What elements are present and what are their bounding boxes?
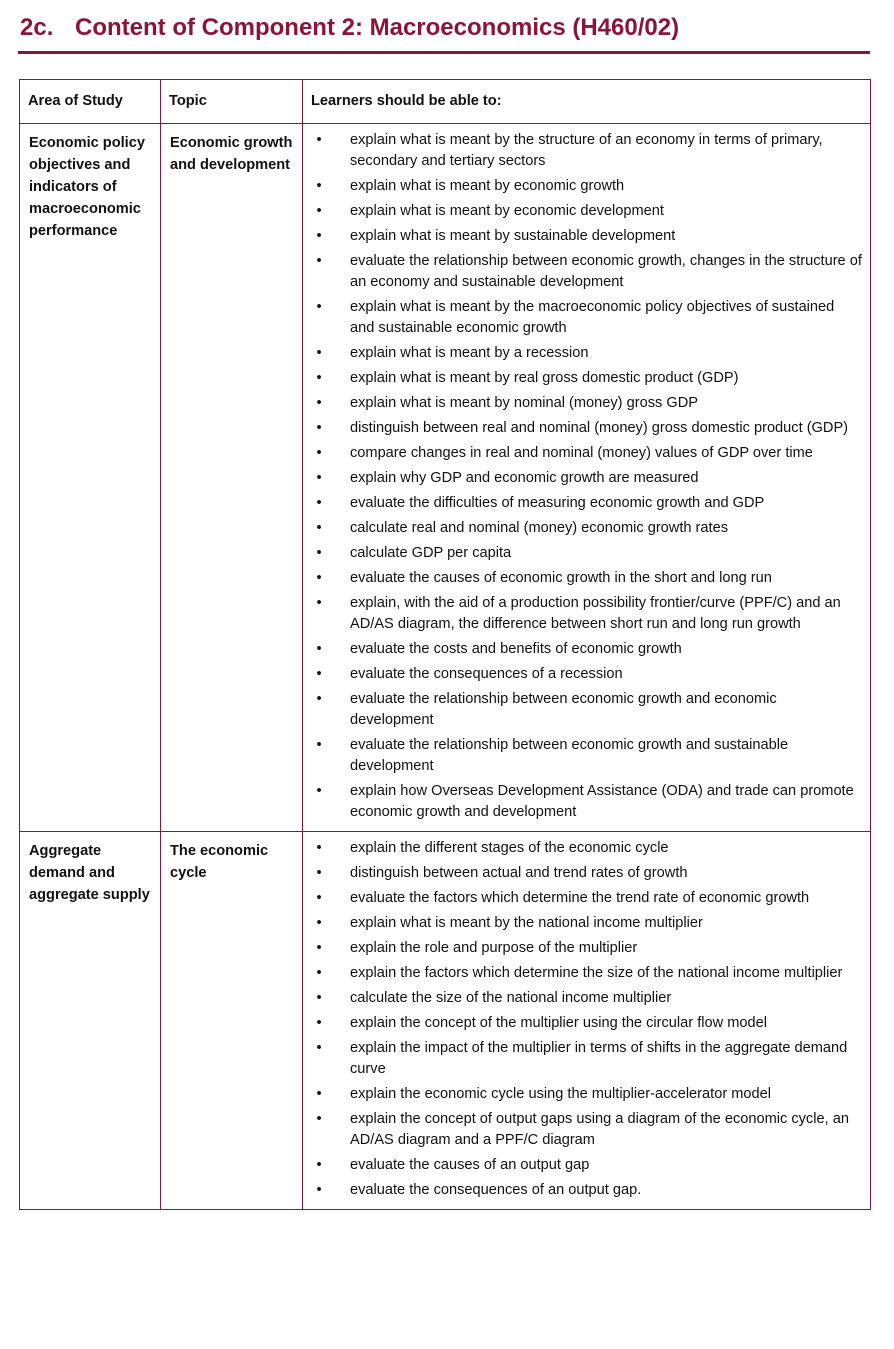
list-item xyxy=(313,838,862,859)
bullet-icon: • xyxy=(316,178,322,194)
bullet-icon: • xyxy=(316,228,322,244)
learning-point-text: explain what is meant by economic development xyxy=(350,203,664,219)
bullet-icon: • xyxy=(316,420,322,436)
learning-point-text: calculate real and nominal (money) economic growth rates xyxy=(350,520,728,536)
bullet-icon: • xyxy=(316,253,322,269)
learning-point-text: explain the concept of output gaps using a diagram of the economic cycle, an AD/AS diagram and a PPF/C diagram xyxy=(350,1111,849,1148)
bullet-icon: • xyxy=(316,691,322,707)
bullet-icon: • xyxy=(316,641,322,657)
list-item xyxy=(313,988,862,1009)
learning-point-text: explain why GDP and economic growth are measured xyxy=(350,470,699,486)
list-item xyxy=(313,1038,862,1080)
bullet-icon: • xyxy=(316,965,322,981)
bullet-icon: • xyxy=(316,840,322,856)
bullet-icon: • xyxy=(316,520,322,536)
list-item xyxy=(313,639,862,660)
bullet-icon: • xyxy=(316,395,322,411)
header-learners: Learners should be able to: xyxy=(303,80,871,124)
learning-point-text: evaluate the costs and benefits of economic growth xyxy=(350,641,682,657)
list-item xyxy=(313,130,862,172)
table-header-row xyxy=(20,80,871,124)
bullet-icon: • xyxy=(316,737,322,753)
list-item xyxy=(313,1084,862,1105)
list-item xyxy=(313,735,862,777)
table-body xyxy=(20,124,871,1210)
learning-points-cell xyxy=(303,832,871,1210)
learning-point-text: evaluate the consequences of a recession xyxy=(350,666,623,682)
learning-point-text: explain the economic cycle using the multiplier-accelerator model xyxy=(350,1086,771,1102)
bullet-icon: • xyxy=(316,445,322,461)
list-item xyxy=(313,888,862,909)
section-heading xyxy=(20,14,679,42)
learning-point-text: explain how Overseas Development Assistance (ODA) and trade can promote economic growth and development xyxy=(350,783,854,820)
list-item xyxy=(313,568,862,589)
list-item xyxy=(313,593,862,635)
bullet-icon: • xyxy=(316,132,322,148)
section-title: Content of Component 2: Macroeconomics (H460/02) xyxy=(75,14,680,41)
list-item xyxy=(313,1013,862,1034)
learning-points-list xyxy=(313,130,862,823)
list-item xyxy=(313,518,862,539)
list-item xyxy=(313,689,862,731)
bullet-icon: • xyxy=(316,495,322,511)
learning-point-text: evaluate the causes of economic growth in the short and long run xyxy=(350,570,772,586)
list-item xyxy=(313,176,862,197)
learning-point-text: explain the factors which determine the size of the national income multiplier xyxy=(350,965,843,981)
bullet-icon: • xyxy=(316,370,322,386)
section-number: 2c. xyxy=(20,14,54,41)
learning-point-text: explain the impact of the multiplier in terms of shifts in the aggregate demand curve xyxy=(350,1040,848,1077)
learning-point-text: explain the concept of the multiplier using the circular flow model xyxy=(350,1015,767,1031)
learning-point-text: explain, with the aid of a production possibility frontier/curve (PPF/C) and an AD/AS diagram, the difference between short run and long run growth xyxy=(350,595,841,632)
bullet-icon: • xyxy=(316,470,322,486)
learning-point-text: explain what is meant by economic growth xyxy=(350,178,625,194)
topic-cell: The economic cycle xyxy=(161,832,303,1210)
bullet-icon: • xyxy=(316,865,322,881)
bullet-icon: • xyxy=(316,1111,322,1127)
list-item xyxy=(313,963,862,984)
bullet-icon: • xyxy=(316,570,322,586)
heading-rule xyxy=(18,51,870,54)
list-item xyxy=(313,251,862,293)
list-item xyxy=(313,493,862,514)
list-item xyxy=(313,664,862,685)
learning-point-text: evaluate the consequences of an output gap. xyxy=(350,1182,642,1198)
bullet-icon: • xyxy=(316,1040,322,1056)
learning-point-text: explain the role and purpose of the multiplier xyxy=(350,940,638,956)
area-of-study-cell: Aggregate demand and aggregate supply xyxy=(20,832,161,1210)
list-item xyxy=(313,863,862,884)
learning-point-text: evaluate the relationship between economic growth, changes in the structure of an economy and sustainable development xyxy=(350,253,862,290)
table-row xyxy=(20,124,871,832)
list-item xyxy=(313,1109,862,1151)
learning-point-text: evaluate the difficulties of measuring economic growth and GDP xyxy=(350,495,765,511)
bullet-icon: • xyxy=(316,345,322,361)
bullet-icon: • xyxy=(316,203,322,219)
list-item xyxy=(313,1180,862,1201)
bullet-icon: • xyxy=(316,1086,322,1102)
list-item xyxy=(313,393,862,414)
bullet-icon: • xyxy=(316,915,322,931)
topic-cell: Economic growth and development xyxy=(161,124,303,832)
bullet-icon: • xyxy=(316,1015,322,1031)
learning-points-cell xyxy=(303,124,871,832)
learning-point-text: calculate the size of the national income multiplier xyxy=(350,990,672,1006)
list-item xyxy=(313,543,862,564)
bullet-icon: • xyxy=(316,990,322,1006)
learning-point-text: explain what is meant by the macroeconomic policy objectives of sustained and sustainable economic growth xyxy=(350,299,835,336)
specification-table xyxy=(19,79,871,1210)
list-item xyxy=(313,468,862,489)
bullet-icon: • xyxy=(316,890,322,906)
list-item xyxy=(313,913,862,934)
table-row xyxy=(20,832,871,1210)
list-item xyxy=(313,781,862,823)
learning-point-text: explain what is meant by a recession xyxy=(350,345,589,361)
bullet-icon: • xyxy=(316,595,322,611)
header-topic: Topic xyxy=(161,80,303,124)
list-item xyxy=(313,226,862,247)
area-of-study-cell: Economic policy objectives and indicators of macroeconomic performance xyxy=(20,124,161,832)
learning-point-text: compare changes in real and nominal (money) values of GDP over time xyxy=(350,445,813,461)
bullet-icon: • xyxy=(316,666,322,682)
bullet-icon: • xyxy=(316,299,322,315)
learning-point-text: distinguish between actual and trend rates of growth xyxy=(350,865,688,881)
learning-point-text: evaluate the factors which determine the trend rate of economic growth xyxy=(350,890,810,906)
list-item xyxy=(313,418,862,439)
learning-point-text: explain what is meant by the structure of an economy in terms of primary, secondary and tertiary sectors xyxy=(350,132,823,169)
learning-point-text: explain what is meant by real gross domestic product (GDP) xyxy=(350,370,739,386)
list-item xyxy=(313,297,862,339)
list-item xyxy=(313,368,862,389)
learning-points-list xyxy=(313,838,862,1201)
list-item xyxy=(313,343,862,364)
learning-point-text: evaluate the relationship between economic growth and economic development xyxy=(350,691,777,728)
list-item xyxy=(313,938,862,959)
learning-point-text: explain what is meant by the national income multiplier xyxy=(350,915,703,931)
list-item xyxy=(313,1155,862,1176)
bullet-icon: • xyxy=(316,545,322,561)
learning-point-text: explain what is meant by sustainable development xyxy=(350,228,676,244)
learning-point-text: calculate GDP per capita xyxy=(350,545,512,561)
learning-point-text: evaluate the causes of an output gap xyxy=(350,1157,590,1173)
learning-point-text: explain what is meant by nominal (money) gross GDP xyxy=(350,395,698,411)
learning-point-text: evaluate the relationship between economic growth and sustainable development xyxy=(350,737,789,774)
bullet-icon: • xyxy=(316,1157,322,1173)
list-item xyxy=(313,443,862,464)
bullet-icon: • xyxy=(316,940,322,956)
list-item xyxy=(313,201,862,222)
bullet-icon: • xyxy=(316,783,322,799)
learning-point-text: explain the different stages of the economic cycle xyxy=(350,840,669,856)
bullet-icon: • xyxy=(316,1182,322,1198)
learning-point-text: distinguish between real and nominal (money) gross domestic product (GDP) xyxy=(350,420,849,436)
header-area-of-study: Area of Study xyxy=(20,80,161,124)
